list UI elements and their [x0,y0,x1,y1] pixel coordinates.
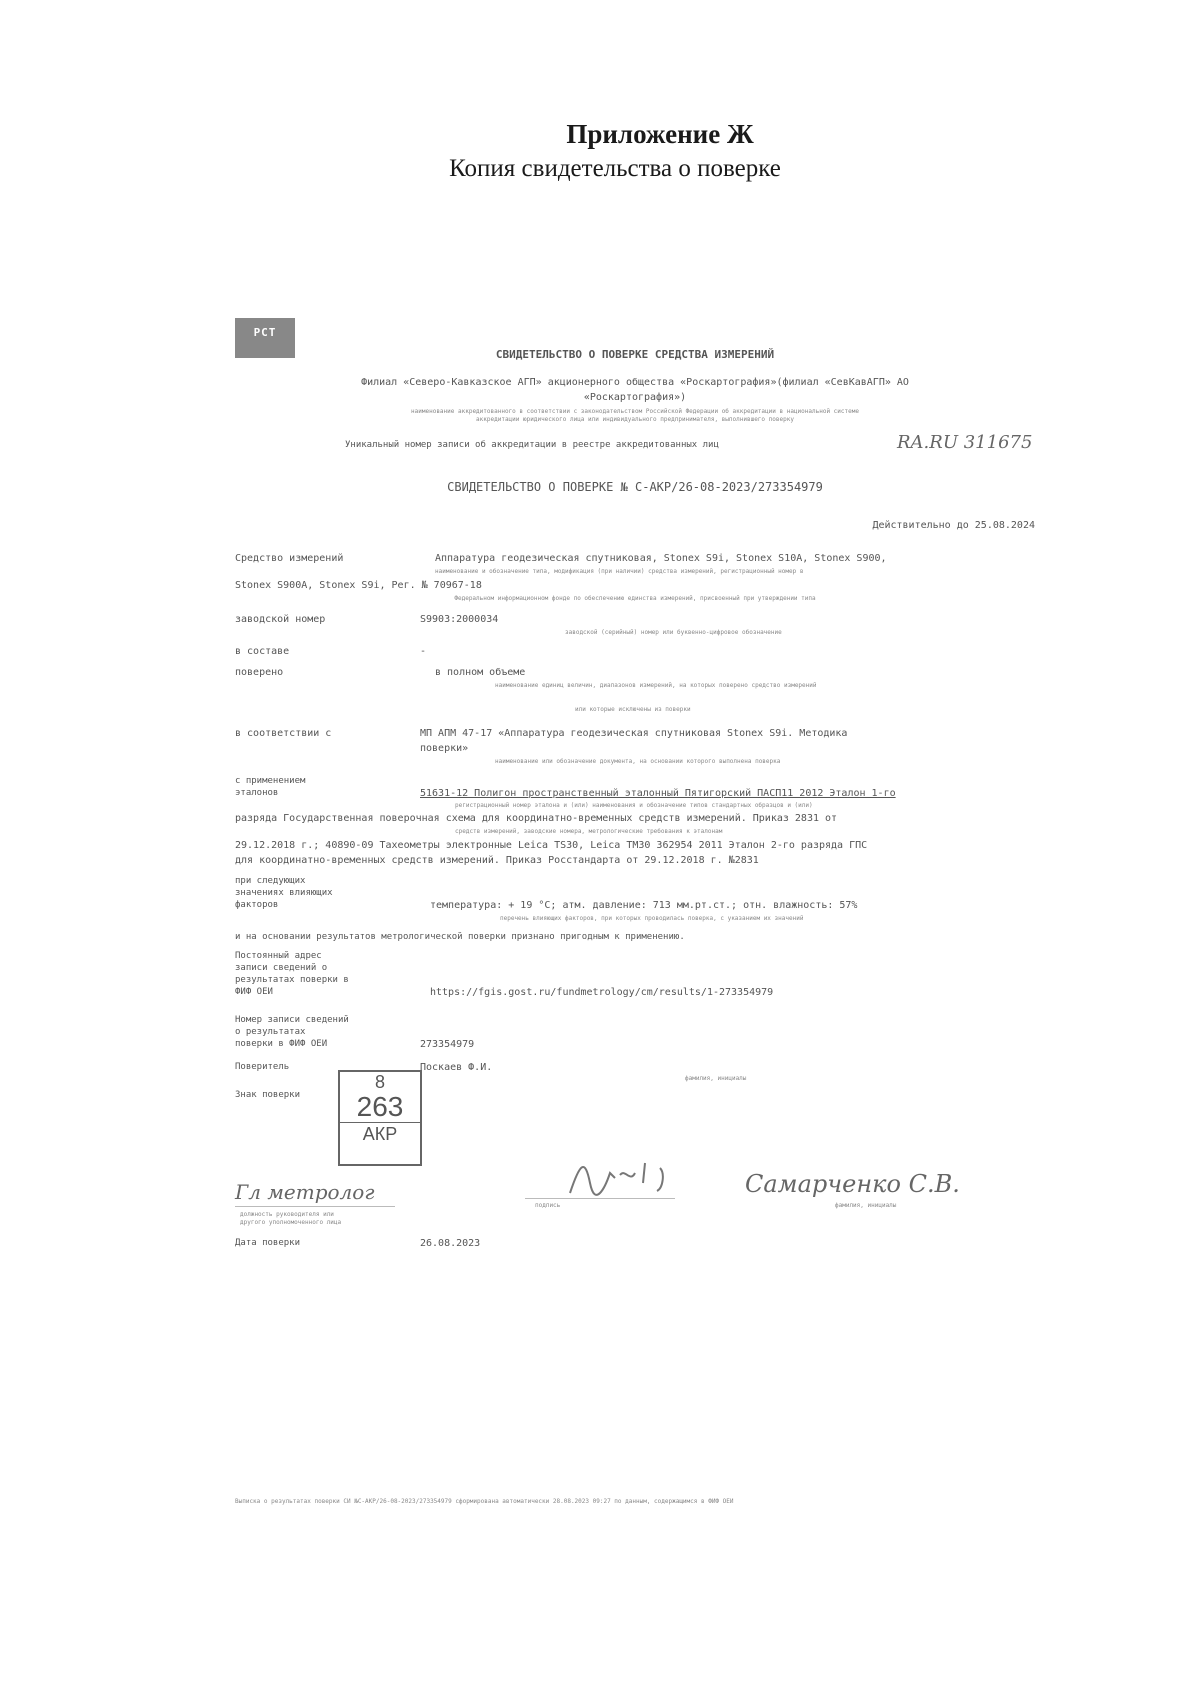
conditions-label-1: при следующих [235,876,306,886]
address-label-2: записи сведений о [235,963,328,973]
stamp-org: АКР [340,1122,420,1145]
accordance-caption: наименование или обозначение документа, на основании которого выполнена поверка [495,758,781,765]
instrument-caption: наименование и обозначение типа, модификация (при наличии) средства измерений, регистрационный номер в [435,568,804,575]
org-line-2: «Роскартография») [583,392,687,403]
certificate-number: СВИДЕТЕЛЬСТВО О ПОВЕРКЕ № С-АКР/26-08-2023/273354979 [447,480,823,494]
org-caption-1: наименование аккредитованного в соответствии с законодательством Российской Федерации об аккредитации в национальной системе [411,408,859,415]
date-value: 26.08.2023 [420,1238,481,1249]
head-caption-1: должность руководителя или [240,1211,334,1218]
stamp-year: 8 [374,1072,385,1092]
signature-line [525,1198,675,1199]
director-handwritten: Самарченко С.В. [745,1170,960,1198]
head-caption-2: другого уполномоченного лица [240,1219,342,1226]
accreditation-number: RA.RU 311675 [897,432,1033,453]
instrument-value-1: Аппаратура геодезическая спутниковая, Stonex S9i, Stonex S10A, Stonex S900, [435,553,887,564]
verifier-caption: фамилия, инициалы [685,1075,747,1082]
verification-stamp [338,1070,422,1166]
verified-caption: наименование единиц величин, диапазонов измерений, на которых поверено средство измерений [495,682,817,689]
composition-label: в составе [235,646,290,657]
record-label-1: Номер записи сведений [235,1015,349,1025]
record-value: 273354979 [420,1039,475,1050]
certificate-footer: Выписка о результатах поверки СИ №С-АКР/26-08-2023/273354979 сформирована автоматически 28.08.2023 09:27 по данным, содержащимся в ФИФ ОЕИ [235,1498,734,1505]
instrument-label: Средство измерений [235,553,344,564]
signature-image [565,1153,685,1203]
accreditation-label: Уникальный номер записи об аккредитации в реестре аккредитованных лиц [345,440,719,450]
conditions-value: температура: + 19 °С; атм. давление: 713 мм.рт.ст.; отн. влажность: 57% [430,900,858,911]
rst-logo-text: РСТ [253,326,277,339]
conditions-caption: перечень влияющих факторов, при которых проводилась поверка, с указанием их значений [500,915,804,922]
standards-caption-2: средств измерений, заводские номера, метрологические требования к эталонам [455,828,723,835]
date-label: Дата поверки [235,1238,301,1248]
standards-value-1: 51631-12 Полигон пространственный эталонный Пятигорский ПАСП11 2012 Эталон 1-го [420,788,896,799]
valid-until: Действительно до 25.08.2024 [872,520,1035,531]
org-line-1: Филиал «Северо-Кавказское АГП» акционерного общества «Роскартография»(филиал «СевКавАГП» АО [361,377,909,388]
appendix-title: Приложение Ж [566,119,754,149]
mark-label: Знак поверки [235,1090,301,1100]
certificate-heading: СВИДЕТЕЛЬСТВО О ПОВЕРКЕ СРЕДСТВА ИЗМЕРЕНИЙ [495,348,775,361]
accordance-value-2: поверки» [420,743,469,754]
address-label-1: Постоянный адрес [235,951,322,961]
record-label-2: о результатах [235,1027,306,1037]
verifier-value: Поскаев Ф.И. [420,1062,493,1073]
conditions-label-3: факторов [235,900,279,910]
standards-value-3: 29.12.2018 г.; 40890-09 Тахеометры электронные Leica TS30, Leica TM30 362954 2011 Эталон 2-го разряда ГПС [235,840,868,851]
verified-label: поверено [235,667,284,678]
serial-caption: заводской (серийный) номер или буквенно-цифровое обозначение [565,629,782,636]
appendix-subtitle: Копия свидетельства о поверке [449,155,781,182]
serial-value: S9903:2000034 [420,614,499,625]
record-label-3: поверки в ФИФ ОЕИ [235,1039,328,1049]
head-title-handwritten: Гл метролог [235,1180,375,1204]
instrument-caption-2: Федеральном информационном фонде по обеспечению единства измерений, присвоенный при утверждении типа [454,595,816,602]
address-label-4: ФИФ ОЕИ [235,987,273,997]
accordance-value-1: МП АПМ 47-17 «Аппаратура геодезическая спутниковая Stonex S9i. Методика [420,728,848,739]
head-title-line [235,1206,395,1207]
director-caption: фамилия, инициалы [835,1202,897,1209]
verification-certificate [235,318,1035,1548]
conclusion: и на основании результатов метрологической поверки признано пригодным к применению. [235,932,685,942]
standards-label-1: с применением [235,776,306,786]
standards-caption-1: регистрационный номер эталона и (или) наименования и обозначение типов стандартных образцов и (или) [455,802,813,809]
serial-label: заводской номер [235,614,326,625]
stamp-number: 263 [356,1091,404,1122]
address-label-3: результатах поверки в [235,975,349,985]
standards-value-4: для координатно-временных средств измерений. Приказ Росстандарта от 29.12.2018 г. №2831 [235,855,759,866]
composition-value: - [420,646,427,657]
verified-value: в полном объеме [435,667,526,678]
verified-caption-2: или которые исключены из поверки [575,706,691,713]
signature-caption: подпись [535,1202,561,1209]
standards-label-2: эталонов [235,788,279,798]
address-value: https://fgis.gost.ru/fundmetrology/cm/results/1-273354979 [430,987,774,998]
accordance-label: в соответствии с [235,728,332,739]
org-caption-2: аккредитации юридического лица или индивидуального предпринимателя, выполнившего поверку [476,416,794,423]
conditions-label-2: значениях влияющих [235,888,333,898]
instrument-value-2: Stonex S900A, Stonex S9i, Рег. № 70967-18 [235,580,482,591]
appendix-header [0,116,1200,186]
verifier-label: Поверитель [235,1062,290,1072]
standards-value-2: разряда Государственная поверочная схема для координатно-временных средств измерений. Приказ 2831 от [235,813,838,824]
